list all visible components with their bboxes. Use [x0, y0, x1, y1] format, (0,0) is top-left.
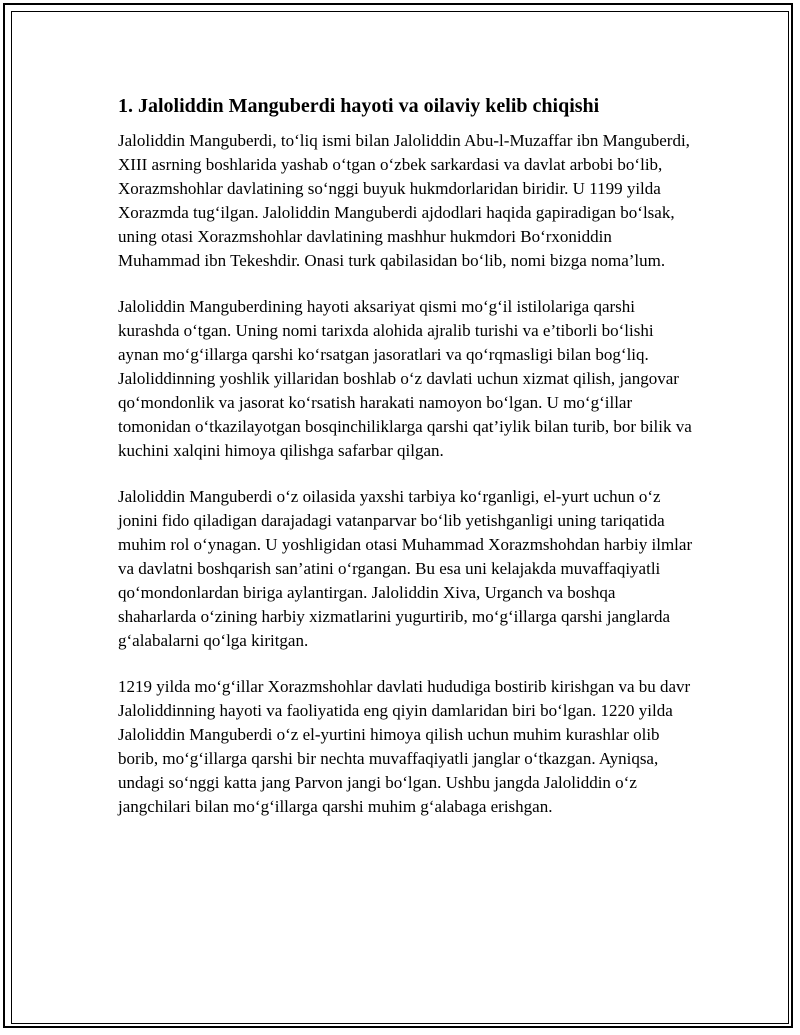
paragraph-3: Jaloliddin Manguberdi o‘z oilasida yaxshi tarbiya ko‘rganligi, el-yurt uchun o‘z jonini fido qiladigan darajadagi vatanparvar bo‘lib yetishganligi uning tariqatida muhim rol o‘ynagan. U yoshligidan otasi Muhammad Xorazmshohdan harbiy ilmlar va davlatni boshqarish san’atini o‘rgangan. Bu esa uni kelajakda muvaffaqiyatli qo‘mondonlardan biriga aylantirgan. Jaloliddin Xiva, Urganch va boshqa shaharlarda o‘zining harbiy xizmatlarini yugurtirib, mo‘g‘illarga qarshi janglarda g‘alabalarni qo‘lga kiritgan. — [118, 487, 693, 650]
paragraph-2: Jaloliddin Manguberdining hayoti aksariyat qismi mo‘g‘il istilolariga qarshi kurashda o‘tgan. Uning nomi tarixda alohida ajralib turishi va e’tiborli bo‘lishi aynan mo‘g‘illarga qarshi ko‘rsatgan jasoratlari va qo‘rqmasligi bilan bog‘liq. Jaloliddinning yoshlik yillaridan boshlab o‘z davlati uchun xizmat qilish, jangovar qo‘mondonlik va jasorat ko‘rsatish harakati namoyon bo‘lgan. U mo‘g‘illar tomonidan o‘tkazilayotgan bosqinchiliklarga qarshi qat’iylik bilan turib, bor bilik va kuchini xalqini himoya qilishga safarbar qilgan. — [118, 297, 692, 460]
document-body — [118, 93, 698, 841]
paragraph-4: 1219 yilda mo‘g‘illar Xorazmshohlar davlati hududiga bostirib kirishgan va bu davr Jaloliddinning hayoti va faoliyatida eng qiyin damlaridan biri bo‘lgan. 1220 yilda Jaloliddin Manguberdi o‘z el-yurtini himoya qilish uchun muhim kurashlar olib borib, mo‘g‘illarga qarshi bir nechta muvaffaqiyatli janglar o‘tkazgan. Ayniqsa, undagi so‘nggi katta jang Parvon jangi bo‘lgan. Ushbu jangda Jaloliddin o‘z jangchilari bilan mo‘g‘illarga qarshi muhim g‘alabaga erishgan. — [118, 677, 691, 816]
paragraph-1: Jaloliddin Manguberdi, to‘liq ismi bilan Jaloliddin Abu-l-Muzaffar ibn Manguberdi, XIII asrning boshlarida yashab o‘tgan o‘zbek sarkardasi va davlat arbobi bo‘lib, Xorazmshohlar davlatining so‘nggi buyuk hukmdorlaridan biridir. U 1199 yilda Xorazmda tug‘ilgan. Jaloliddin Manguberdi ajdodlari haqida gapiradigan bo‘lsak, uning otasi Xorazmshohlar davlatining mashhur hukmdori Bo‘rxoniddin Muhammad ibn Tekeshdir. Onasi turk qabilasidan bo‘lib, nomi bizga noma’lum. — [118, 131, 690, 270]
section-heading: 1. Jaloliddin Manguberdi hayoti va oilaviy kelib chiqishi — [118, 95, 600, 117]
